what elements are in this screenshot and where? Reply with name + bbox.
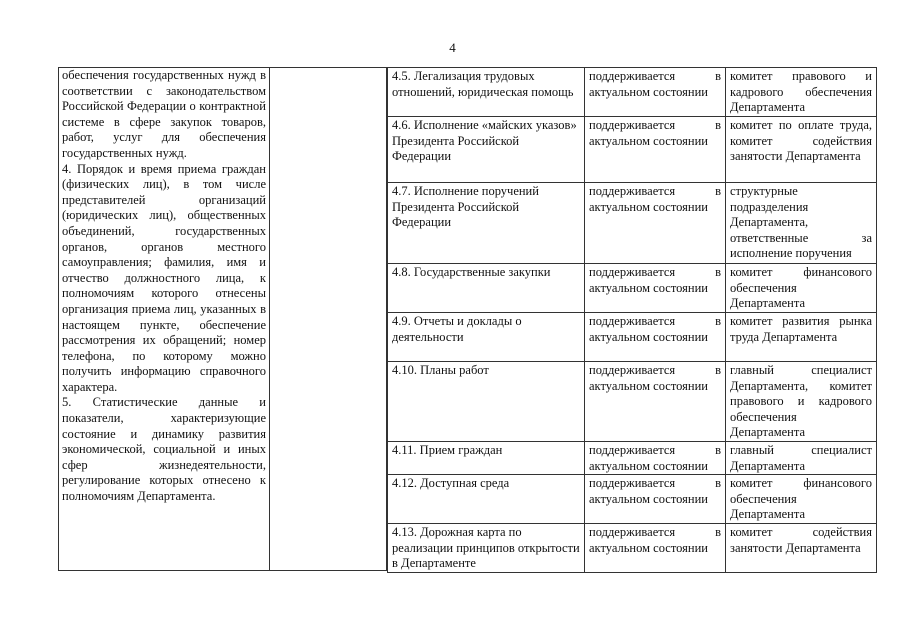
information-table <box>387 67 877 573</box>
left-paragraph: 5. Статистические данные и показатели, характеризующие состояние и динамику развития экономической, социальной и иных сфер жизнедеятельности, регулирование которых отнесено к полномочиям Департамента. <box>62 395 266 504</box>
item-cell: 4.8. Государственные закупки <box>388 264 585 313</box>
status-cell: поддерживается в актуальном состоянии <box>585 68 726 117</box>
table-row <box>388 117 877 183</box>
item-cell: 4.13. Дорожная карта по реализации принципов открытости в Департаменте <box>388 524 585 573</box>
table-row <box>388 68 877 117</box>
left-paragraph: 4. Порядок и время приема граждан (физических лиц), в том числе представителей организаций (юридических лиц), общественных объединений, государственных органов, органов местного самоуправления; фамилия, имя и отчество должностного лица, к полномочиям которого отнесены организация приема лиц, указанных в настоящем пункте, обеспечение рассмотрения их обращений; номер телефона, по которому можно получить информацию справочного характера. <box>62 161 266 394</box>
left-column-text <box>62 68 266 505</box>
item-cell: 4.5. Легализация трудовых отношений, юридическая помощь <box>388 68 585 117</box>
table-row <box>388 313 877 362</box>
responsible-cell: главный специалист Департамента <box>726 442 877 475</box>
status-cell: поддерживается в актуальном состоянии <box>585 117 726 183</box>
status-cell: поддерживается в актуальном состоянии <box>585 313 726 362</box>
responsible-cell: главный специалист Департамента, комитет правового и кадрового обеспечения Департамента <box>726 362 877 442</box>
item-cell: 4.11. Прием граждан <box>388 442 585 475</box>
responsible-cell: комитет содействия занятости Департамента <box>726 524 877 573</box>
table-row <box>388 524 877 573</box>
table-row <box>388 183 877 264</box>
responsible-cell: комитет финансового обеспечения Департамента <box>726 264 877 313</box>
item-cell: 4.7. Исполнение поручений Президента Российской Федерации <box>388 183 585 264</box>
table-row <box>388 264 877 313</box>
status-cell: поддерживается в актуальном состоянии <box>585 362 726 442</box>
responsible-cell: структурные подразделения Департамента, ответственные за исполнение поручения <box>726 183 877 264</box>
status-cell: поддерживается в актуальном состоянии <box>585 524 726 573</box>
status-cell: поддерживается в актуальном состоянии <box>585 475 726 524</box>
page-number: 4 <box>449 40 456 55</box>
status-cell: поддерживается в актуальном состоянии <box>585 264 726 313</box>
responsible-cell: комитет финансового обеспечения Департамента <box>726 475 877 524</box>
responsible-cell: комитет развития рынка труда Департамента <box>726 313 877 362</box>
item-cell: 4.12. Доступная среда <box>388 475 585 524</box>
responsible-cell: комитет по оплате труда, комитет содействия занятости Департамента <box>726 117 877 183</box>
table-row <box>388 362 877 442</box>
responsible-cell: комитет правового и кадрового обеспечения Департамента <box>726 68 877 117</box>
left-paragraph: обеспечения государственных нужд в соответствии с законодательством Российской Федерации о контрактной системе в сфере закупок товаров, работ, услуг для обеспечения государственных нужд. <box>62 68 266 160</box>
item-cell: 4.9. Отчеты и доклады о деятельности <box>388 313 585 362</box>
middle-table-cell <box>270 67 387 571</box>
table-row <box>388 475 877 524</box>
table-row <box>388 442 877 475</box>
status-cell: поддерживается в актуальном состоянии <box>585 442 726 475</box>
item-cell: 4.10. Планы работ <box>388 362 585 442</box>
item-cell: 4.6. Исполнение «майских указов» Президента Российской Федерации <box>388 117 585 183</box>
status-cell: поддерживается в актуальном состоянии <box>585 183 726 264</box>
